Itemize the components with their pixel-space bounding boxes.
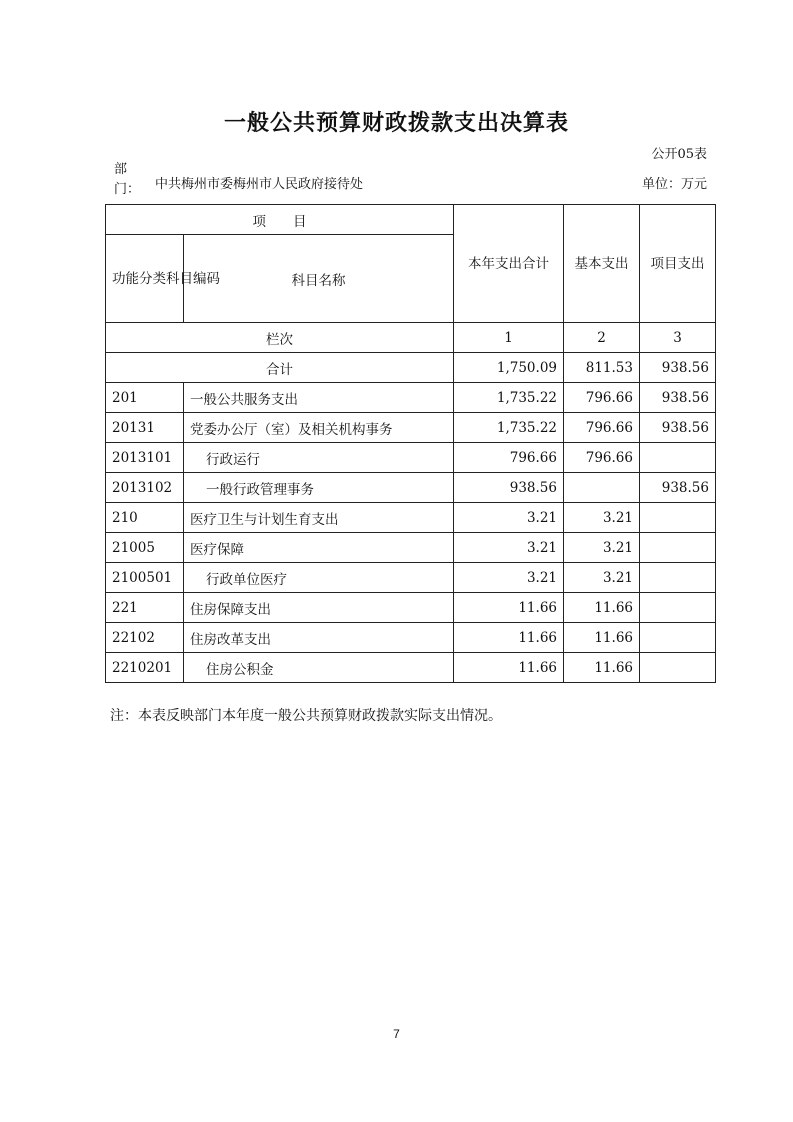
column-index-2: 2 — [564, 323, 640, 353]
table-row — [106, 533, 716, 563]
footnote: 注：本表反映部门本年度一般公共预算财政拨款实际支出情况。 — [110, 708, 502, 724]
row-total: 1,735.22 — [454, 383, 564, 413]
row-basic: 3.21 — [564, 503, 640, 533]
department-name: 中共梅州市委梅州市人民政府接待处 — [155, 177, 364, 192]
project-header: 项目支出 — [640, 205, 716, 323]
row-name: 行政运行 — [184, 443, 454, 473]
row-code: 2100501 — [106, 563, 184, 593]
total-basic: 811.53 — [564, 353, 640, 383]
row-code: 2013101 — [106, 443, 184, 473]
table-row — [106, 473, 716, 503]
row-code: 210 — [106, 503, 184, 533]
table-row — [106, 383, 716, 413]
row-code: 20131 — [106, 413, 184, 443]
row-total: 11.66 — [454, 623, 564, 653]
table-row — [106, 623, 716, 653]
table-row — [106, 593, 716, 623]
department-label-text: 部门： — [114, 162, 141, 197]
table-row — [106, 653, 716, 683]
row-code: 2013102 — [106, 473, 184, 503]
code-header: 功能分类科目编码 — [106, 235, 184, 323]
row-name: 住房改革支出 — [184, 623, 454, 653]
item-header: 项 目 — [106, 205, 454, 235]
row-project: 938.56 — [640, 383, 716, 413]
row-total: 11.66 — [454, 593, 564, 623]
table-row — [106, 503, 716, 533]
department-label — [114, 160, 141, 200]
row-name: 医疗卫生与计划生育支出 — [184, 503, 454, 533]
total-row — [106, 353, 716, 383]
row-project — [640, 533, 716, 563]
row-code: 2210201 — [106, 653, 184, 683]
row-name: 党委办公厅（室）及相关机构事务 — [184, 413, 454, 443]
row-basic: 11.66 — [564, 653, 640, 683]
row-project — [640, 563, 716, 593]
row-project — [640, 503, 716, 533]
row-basic: 796.66 — [564, 443, 640, 473]
total-label: 合计 — [106, 353, 454, 383]
row-project — [640, 623, 716, 653]
row-project — [640, 443, 716, 473]
row-project — [640, 653, 716, 683]
column-index-1: 1 — [454, 323, 564, 353]
row-basic: 796.66 — [564, 413, 640, 443]
row-name: 医疗保障 — [184, 533, 454, 563]
basic-header: 基本支出 — [564, 205, 640, 323]
row-total: 1,735.22 — [454, 413, 564, 443]
row-basic: 11.66 — [564, 593, 640, 623]
table-row — [106, 413, 716, 443]
row-code: 22102 — [106, 623, 184, 653]
row-name: 一般行政管理事务 — [184, 473, 454, 503]
column-index-3: 3 — [640, 323, 716, 353]
row-total: 3.21 — [454, 533, 564, 563]
row-name: 行政单位医疗 — [184, 563, 454, 593]
row-total: 938.56 — [454, 473, 564, 503]
row-code: 201 — [106, 383, 184, 413]
row-name: 住房公积金 — [184, 653, 454, 683]
row-project: 938.56 — [640, 473, 716, 503]
row-project: 938.56 — [640, 413, 716, 443]
row-code: 221 — [106, 593, 184, 623]
row-total: 796.66 — [454, 443, 564, 473]
row-basic: 3.21 — [564, 533, 640, 563]
row-total: 11.66 — [454, 653, 564, 683]
row-basic — [564, 473, 640, 503]
row-name: 一般公共服务支出 — [184, 383, 454, 413]
unit-label: 单位：万元 — [641, 177, 707, 192]
row-name: 住房保障支出 — [184, 593, 454, 623]
total-header: 本年支出合计 — [454, 205, 564, 323]
page-number: 7 — [393, 1027, 400, 1041]
row-total: 3.21 — [454, 563, 564, 593]
row-code: 21005 — [106, 533, 184, 563]
name-header: 科目名称 — [184, 235, 454, 323]
row-total: 3.21 — [454, 503, 564, 533]
row-project — [640, 593, 716, 623]
total-project: 938.56 — [640, 353, 716, 383]
table-row — [106, 443, 716, 473]
row-basic: 796.66 — [564, 383, 640, 413]
page-title: 一般公共预算财政拨款支出决算表 — [223, 110, 569, 136]
column-index-label: 栏次 — [106, 323, 454, 353]
row-basic: 11.66 — [564, 623, 640, 653]
total-amount: 1,750.09 — [454, 353, 564, 383]
form-number: 公开05表 — [651, 147, 707, 162]
table-row — [106, 563, 716, 593]
row-basic: 3.21 — [564, 563, 640, 593]
budget-table — [105, 204, 716, 683]
